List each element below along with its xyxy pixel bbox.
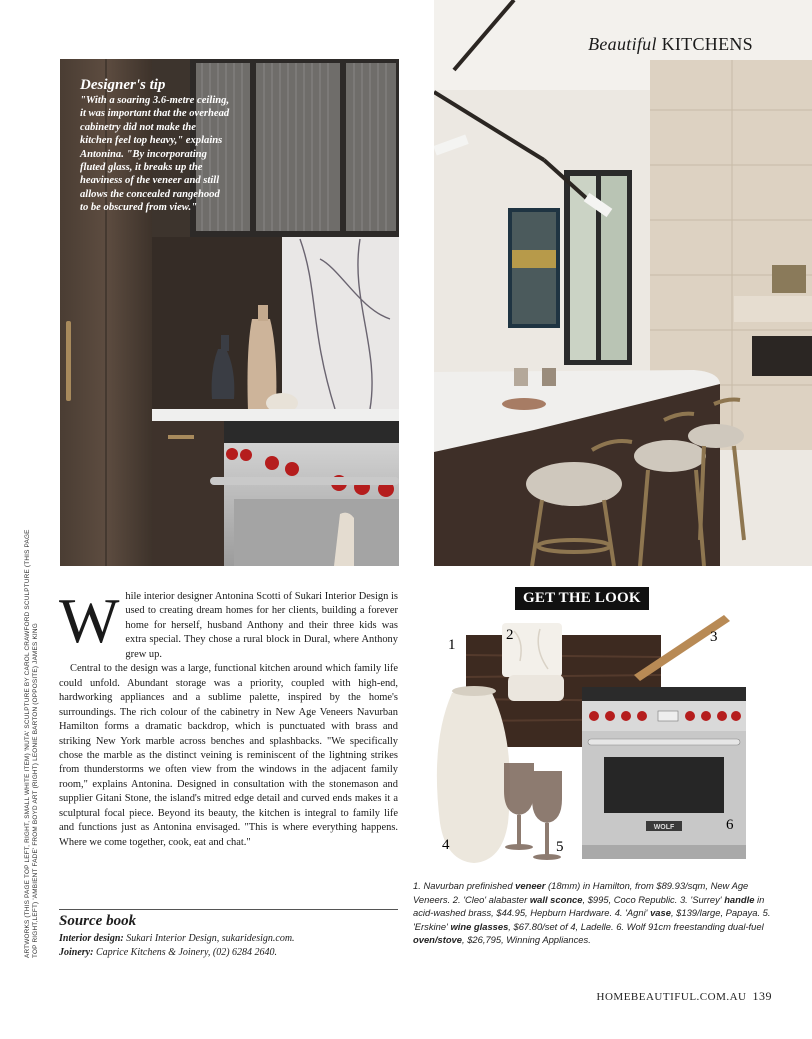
caption-4-post: , $139/large, Papaya.	[670, 907, 763, 919]
product-number-1: 1	[448, 637, 456, 653]
page-number: 139	[752, 989, 772, 1003]
section-title	[588, 34, 753, 55]
product-number-5: 5	[556, 839, 564, 855]
caption-3-bold: handle	[724, 893, 755, 905]
caption-5-pre: 'Erskine'	[413, 920, 451, 932]
get-the-look-products	[428, 615, 768, 870]
section-title-italic: Beautiful	[588, 34, 657, 54]
products-caption	[413, 879, 773, 947]
caption-1-num: 1.	[413, 880, 421, 891]
oven-stove	[582, 687, 746, 859]
article-paragraph-1-text: hile interior designer Antonina Scotti of Sukari Interior Design is used to creating dream homes for her clients, building a forever home for herself, husband Anthony and their three kids was extra special. They chose a rural block in Dural, where Anthony grew up.	[125, 591, 398, 660]
caption-1-post: (18mm) in Hamilton, from $89.93/sqm, New Age Veneers.	[413, 880, 749, 905]
caption-1-pre: Navurban prefinished	[423, 880, 516, 891]
caption-3-post: in acid-washed brass, $44.95, Hepburn Hardware.	[413, 893, 765, 919]
wine-glasses	[504, 763, 562, 860]
source-joinery	[59, 946, 277, 960]
caption-2-pre: 'Cleo' alabaster	[463, 893, 530, 905]
caption-2-num: 2.	[452, 893, 461, 905]
source-interior-value: Sukari Interior Design, sukaridesign.com.	[126, 933, 295, 944]
caption-5-post: , $67.80/set of 4, Ladelle.	[508, 920, 617, 932]
article-paragraph-2: Central to the design was a large, functional kitchen around which family life could unfold. Abundant storage was a priority, coupled with high-end, hardworking appliances and a sublime palette, inspired by the home's surroundings. The rich colour of the cabinetry in New Age Veneers Navurban Hamilton forms a dramatic backdrop, which is punctuated with brass and striking New York marble across benches and splashbacks. "We specifically chose the marble as the distinct veining is reminiscent of the lightning strikes from thunderstorms we often view from the windows in the adjacent family room," explains Antonina. Designed in consultation with the stonemason and supplier Gitani Stone, the island's mitred edge detail and curved ends makes it a sculptural focal piece. Beyond its beauty, the kitchen is integral to family life and functions just as Antonina envisaged. "This is where everything happens. Where we come together, cook, eat and chat."	[59, 663, 398, 848]
page-footer	[597, 989, 772, 1004]
caption-4-pre: 'Agni'	[625, 907, 651, 919]
source-book-title: Source book	[59, 913, 137, 929]
source-book-rule	[59, 909, 398, 910]
caption-5-bold: wine glasses	[450, 920, 509, 932]
article-paragraph-1	[59, 585, 398, 662]
caption-6-pre: Wolf 91cm freestanding dual-fuel	[626, 920, 764, 932]
caption-3-num: 3.	[679, 893, 688, 905]
source-joinery-label: Joinery:	[59, 947, 94, 958]
article-body	[59, 585, 398, 850]
caption-6-bold: oven/stove	[413, 934, 462, 946]
source-joinery-value: Caprice Kitchens & Joinery, (02) 6284 2640.	[95, 947, 278, 958]
caption-5-num: 5.	[762, 907, 771, 919]
caption-2-bold: wall sconce	[529, 893, 583, 905]
kitchen-island-illustration	[434, 0, 812, 566]
designers-tip-heading: Designer's tip	[80, 77, 166, 93]
caption-item-4	[615, 907, 763, 918]
designers-tip	[80, 76, 230, 215]
products-illustration	[428, 615, 768, 870]
source-interior-label: Interior design:	[59, 933, 124, 944]
source-interior-design	[59, 932, 295, 946]
footer-site: HOMEBEAUTIFUL.COM.AU	[596, 991, 747, 1003]
photo-credits: ARTWORKS (THIS PAGE TOP LEFT, RIGHT, SMALL WHITE ITEM) 'NUTA' SCULPTURE BY CAROL CRAWFORD SCULPTURE (THIS PAGE TOP RIGHT,LEFT) 'AMBIENT FADE' FROM BOYD ART (RIGHT) LEONIE BARTON (OPPOSITE) JAMES KING	[24, 529, 39, 958]
product-number-2: 2	[506, 627, 514, 643]
drop-cap: W	[59, 585, 120, 656]
caption-item-2	[453, 894, 680, 905]
caption-4-bold: vase	[650, 907, 671, 919]
caption-3-pre: 'Surrey'	[690, 893, 725, 905]
get-the-look-heading: GET THE LOOK	[515, 587, 649, 610]
designers-tip-body: "With a soaring 3.6-metre ceiling, it was important that the overhead cabinetry did not make the kitchen feel top heavy," explains Antonina. "By incorporating fluted glass, it breaks up the heaviness of the veneer and still allows the concealed rangehood to be obscured from view."	[80, 95, 230, 214]
product-number-4: 4	[442, 837, 450, 853]
caption-1-bold: veneer	[515, 880, 546, 891]
section-title-caps: KITCHENS	[661, 34, 753, 54]
caption-6-post: , $26,795, Winning Appliances.	[461, 934, 591, 946]
kitchen-photo-right	[434, 0, 812, 566]
caption-2-post: , $995, Coco Republic.	[582, 893, 680, 905]
oven-brand-label: WOLF	[653, 824, 675, 831]
caption-6-num: 6.	[616, 920, 625, 932]
product-number-6: 6	[726, 817, 734, 833]
caption-4-num: 4.	[614, 907, 623, 919]
product-number-3: 3	[710, 629, 718, 645]
